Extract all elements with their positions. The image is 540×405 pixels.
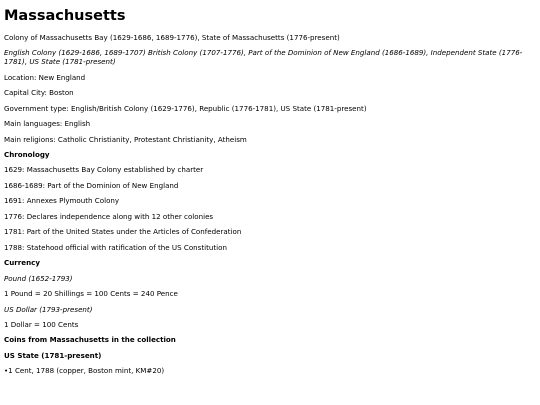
location-text: Location: New England xyxy=(4,72,86,82)
languages-text: Main languages: English xyxy=(4,119,91,129)
religions-text: Main religions: Catholic Christianity, Protestant Christianity, Atheism xyxy=(4,134,247,144)
history-italic: English Colony (1629-1686, 1689-1707) British Colony (1707-1776), Part of the Dominion of New England (1686-1689), Independent State (1776-1781), US State (1781-present) xyxy=(4,48,523,67)
chronology-item: 1788: Statehood official with ratification of the US Constitution xyxy=(4,242,227,252)
chronology-heading: Chronology xyxy=(4,149,50,159)
pound-value: 1 Pound = 20 Shillings = 100 Cents = 240 Pence xyxy=(4,289,178,299)
collection-subheading: US State (1781-present) xyxy=(4,350,102,360)
page-title: Massachusetts xyxy=(4,8,126,24)
chronology-item: 1776: Declares independence along with 12 other colonies xyxy=(4,211,214,221)
coin-list-item[interactable]: •1 Cent, 1788 (copper, Boston mint, KM#20) xyxy=(4,366,165,376)
dollar-value: 1 Dollar = 100 Cents xyxy=(4,319,79,329)
subtitle: Colony of Massachusetts Bay (1629-1686, 1689-1776), State of Massachusetts (1776-present) xyxy=(4,32,340,42)
capital-text: Capital City: Boston xyxy=(4,88,74,98)
chronology-item: 1781: Part of the United States under the Articles of Confederation xyxy=(4,227,242,237)
chronology-item: 1629: Massachusetts Bay Colony established by charter xyxy=(4,165,204,175)
collection-heading: Coins from Massachusetts in the collection xyxy=(4,335,176,345)
pound-label: Pound (1652-1793) xyxy=(4,273,73,283)
government-text: Government type: English/British Colony (1629-1776), Republic (1776-1781), US State (1781-present) xyxy=(4,103,367,113)
chronology-item: 1691: Annexes Plymouth Colony xyxy=(4,196,120,206)
currency-heading: Currency xyxy=(4,258,40,268)
dollar-label: US Dollar (1793-present) xyxy=(4,304,93,314)
chronology-item: 1686-1689: Part of the Dominion of New England xyxy=(4,180,179,190)
